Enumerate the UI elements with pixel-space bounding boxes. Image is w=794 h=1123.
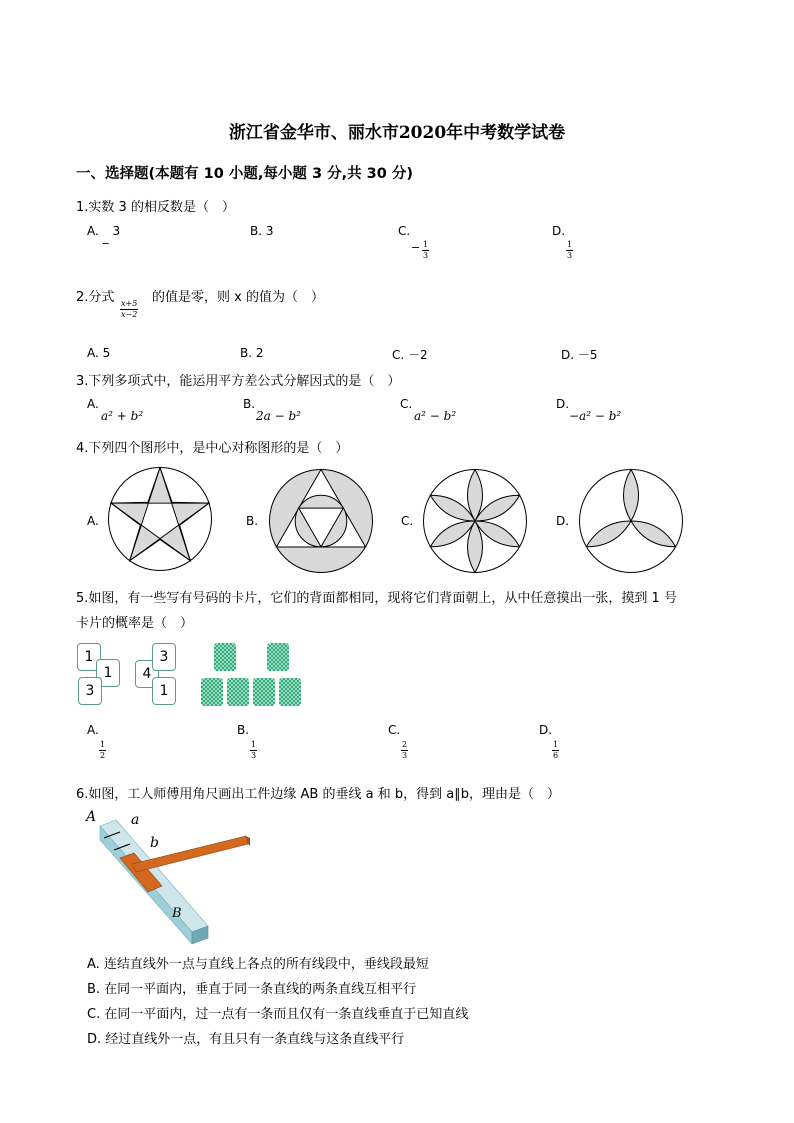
q1-d-fraction: $\frac{1}{3}$ bbox=[567, 240, 573, 260]
q6-label-B: B bbox=[172, 906, 182, 921]
q6-label-b: b bbox=[150, 835, 159, 851]
q5-a-fraction: $\frac{1}{2}$ bbox=[100, 740, 106, 760]
q3-stem: 3.下列多项式中，能运用平方差公式分解因式的是（ ） bbox=[76, 374, 401, 389]
page-title: 浙江省金华市、丽水市2020年中考数学试卷 bbox=[228, 123, 566, 143]
card-back bbox=[253, 678, 275, 706]
q6-option-a[interactable]: A. 连结直线外一点与直线上各点的所有线段中，垂线段最短 bbox=[87, 957, 429, 972]
q3-d-expression: −a² − b² bbox=[569, 409, 622, 423]
q4-option-c[interactable]: C. bbox=[401, 514, 414, 528]
q6-label-A: A bbox=[86, 809, 97, 825]
q6-label-a: a bbox=[131, 812, 140, 828]
q4-option-d[interactable]: D. bbox=[556, 514, 570, 528]
q3-option-d[interactable]: D. bbox=[556, 397, 570, 411]
q5-option-a[interactable]: A. bbox=[87, 723, 99, 737]
number-card: 1 bbox=[96, 659, 120, 687]
number-card: 4 bbox=[135, 660, 159, 688]
q3-option-c[interactable]: C. bbox=[400, 397, 413, 411]
q5-b-fraction: $\frac{1}{3}$ bbox=[251, 740, 257, 760]
q1-option-d[interactable] bbox=[552, 224, 565, 238]
q5-option-d[interactable]: D. bbox=[539, 723, 553, 737]
section-heading: 一、选择题(本题有 10 小题,每小题 3 分,共 30 分) bbox=[76, 166, 414, 182]
q4-figure-b-triangle bbox=[268, 468, 374, 574]
q2-option-a[interactable]: A. 5 bbox=[87, 346, 111, 360]
q3-b-expression: 2a − b² bbox=[256, 409, 301, 423]
number-card: 3 bbox=[152, 643, 176, 671]
q1-stem: 1.实数 3 的相反数是（ ） bbox=[76, 200, 235, 215]
q1-option-a[interactable] bbox=[87, 224, 121, 244]
q6-option-d[interactable]: D. 经过直线外一点，有且只有一条直线与这条直线平行 bbox=[87, 1032, 405, 1047]
q1-option-c[interactable] bbox=[398, 224, 410, 238]
q1-c-label: C. bbox=[398, 224, 411, 238]
q1-d-label: D. bbox=[552, 224, 566, 238]
q1-a-sign: _ bbox=[102, 230, 109, 244]
q2-stem-post: 的值是零，则 x 的值为（ ） bbox=[152, 290, 324, 305]
q1-a-value: 3 bbox=[112, 224, 121, 238]
q2-option-b[interactable]: B. 2 bbox=[240, 346, 264, 360]
card-back bbox=[267, 643, 289, 671]
q1-c-fraction: $\frac{1}{3}$ bbox=[423, 240, 429, 260]
q2-option-c[interactable]: C. －2 bbox=[392, 348, 428, 362]
card-back bbox=[279, 678, 301, 706]
card-back bbox=[227, 678, 249, 706]
q5-stem-line2: 卡片的概率是（ ） bbox=[76, 616, 194, 631]
q3-option-b[interactable]: B. bbox=[243, 397, 256, 411]
q5-c-fraction: $\frac{2}{3}$ bbox=[402, 740, 408, 760]
q2-option-d[interactable]: D. －5 bbox=[561, 348, 598, 362]
card-back bbox=[214, 643, 236, 671]
q5-option-b[interactable]: B. bbox=[237, 723, 250, 737]
number-card: 1 bbox=[152, 677, 176, 705]
q4-option-a[interactable]: A. bbox=[87, 514, 99, 528]
number-card: 3 bbox=[78, 677, 102, 705]
q2-fraction: $\frac{x+5}{x-2}$ bbox=[121, 299, 138, 319]
q6-option-b[interactable]: B. 在同一平面内，垂直于同一条直线的两条直线互相平行 bbox=[87, 982, 417, 997]
card-back bbox=[201, 678, 223, 706]
number-card: 1 bbox=[77, 643, 101, 671]
q4-option-b[interactable]: B. bbox=[246, 514, 259, 528]
q1-option-b[interactable]: B. 3 bbox=[250, 224, 274, 238]
q2-stem-pre: 2.分式 bbox=[76, 290, 115, 305]
q5-option-c[interactable]: C. bbox=[388, 723, 401, 737]
q6-option-c[interactable]: C. 在同一平面内，过一点有一条而且仅有一条直线垂直于已知直线 bbox=[87, 1007, 469, 1022]
q5-stem-line1: 5.如图，有一些写有号码的卡片，它们的背面都相同，现将它们背面朝上，从中任意摸出一张，摸到 1 号 bbox=[76, 591, 677, 606]
q3-c-expression: a² − b² bbox=[414, 409, 457, 423]
q1-c-sign: − bbox=[411, 241, 421, 254]
q5-d-fraction: $\frac{1}{6}$ bbox=[553, 740, 559, 760]
q3-option-a[interactable]: A. bbox=[87, 397, 99, 411]
q4-stem: 4.下列四个图形中，是中心对称图形的是（ ） bbox=[76, 441, 349, 456]
q4-figure-a-star bbox=[107, 466, 213, 572]
q6-figure-ruler bbox=[82, 808, 252, 948]
q4-figure-d-trefoil bbox=[578, 468, 684, 574]
q6-stem: 6.如图，工人师傅用角尺画出工件边缘 AB 的垂线 a 和 b，得到 a∥b，理由是（ ） bbox=[76, 787, 560, 802]
q3-a-expression: a² + b² bbox=[101, 409, 144, 423]
q4-figure-c-flower bbox=[422, 468, 528, 574]
q1-a-label: A. bbox=[87, 224, 99, 238]
